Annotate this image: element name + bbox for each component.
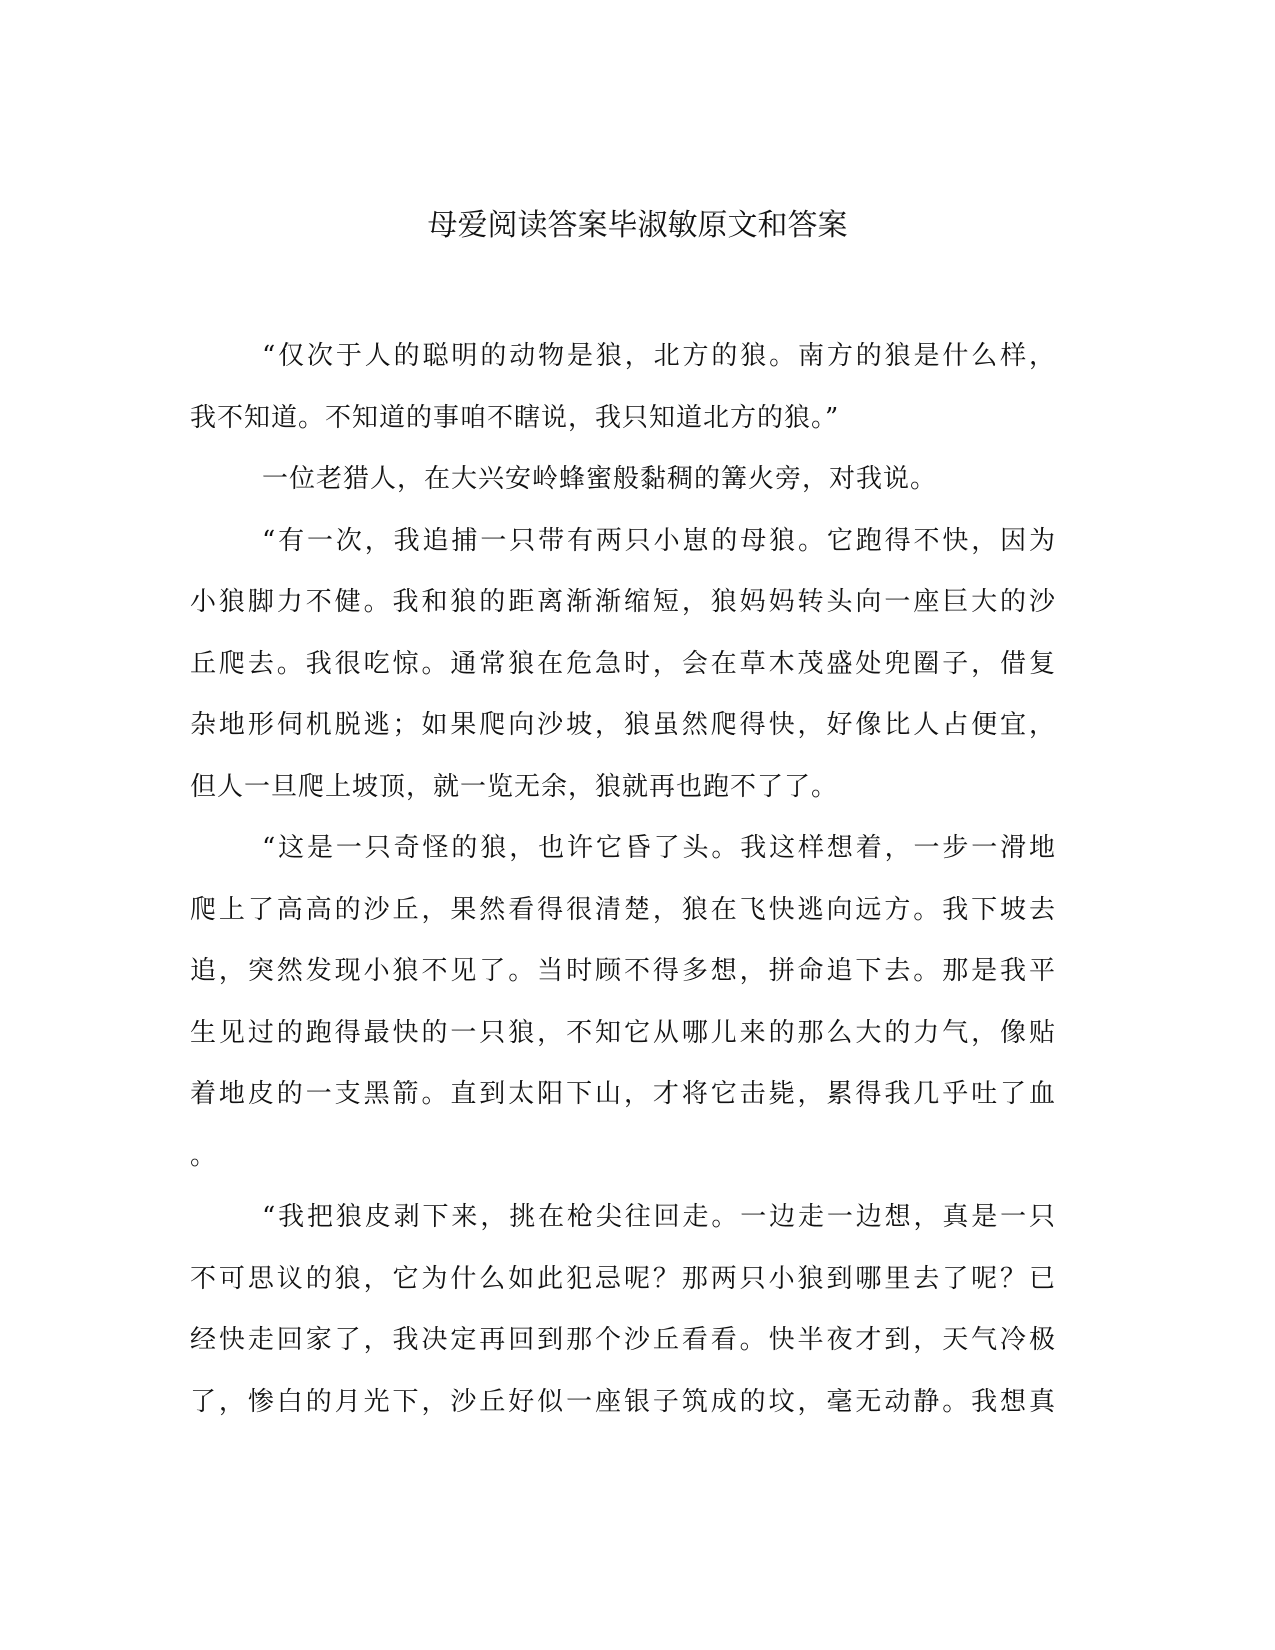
text-line: 但人一旦爬上坡顶，就一览无余，狼就再也跑不了了。: [190, 771, 839, 802]
text-line: 不可思议的狼，它为什么如此犯忌呢？那两只小狼到哪里去了呢？已: [190, 1263, 1056, 1294]
text-line: 丘爬去。我很吃惊。通常狼在危急时，会在草木茂盛处兜圈子，借复: [190, 648, 1056, 679]
text-line: “我把狼皮剥下来，挑在枪尖往回走。一边走一边想，真是一只: [262, 1202, 1056, 1232]
text-line: “有一次，我追捕一只带有两只小崽的母狼。它跑得不快，因为: [262, 525, 1056, 556]
text-line: “仅次于人的聪明的动物是狼，北方的狼。南方的狼是什么样，: [262, 341, 1056, 371]
text-line: “这是一只奇怪的狼，也许它昏了头。我这样想着，一步一滑地: [262, 833, 1056, 863]
text-line: 生见过的跑得最快的一只狼，不知它从哪儿来的那么大的力气，像贴: [190, 1017, 1056, 1048]
text-line: 追，突然发现小狼不见了。当时顾不得多想，拼命追下去。那是我平: [190, 956, 1056, 986]
document-body: [190, 326, 1056, 1433]
text-line: 小狼脚力不健。我和狼的距离渐渐缩短，狼妈妈转头向一座巨大的沙: [190, 587, 1056, 617]
text-line: 杂地形伺机脱逃；如果爬向沙坡，狼虽然爬得快，好像比人占便宜，: [190, 710, 1056, 740]
text-line: 一位老猎人，在大兴安岭蜂蜜般黏稠的篝火旁，对我说。: [262, 464, 938, 494]
document-title: 母爱阅读答案毕淑敏原文和答案: [427, 208, 848, 243]
text-line: 了，惨白的月光下，沙丘好似一座银子筑成的坟，毫无动静。我想真: [190, 1386, 1056, 1417]
text-line: 爬上了高高的沙丘，果然看得很清楚，狼在飞快逃向远方。我下坡去: [190, 894, 1056, 925]
text-line: 着地皮的一支黑箭。直到太阳下山，才将它击毙，累得我几乎吐了血: [190, 1079, 1056, 1109]
text-line: 我不知道。不知道的事咱不瞎说，我只知道北方的狼。”: [190, 402, 840, 433]
text-line: 。: [190, 1140, 218, 1171]
text-line: 经快走回家了，我决定再回到那个沙丘看看。快半夜才到，天气冷极: [190, 1325, 1056, 1355]
